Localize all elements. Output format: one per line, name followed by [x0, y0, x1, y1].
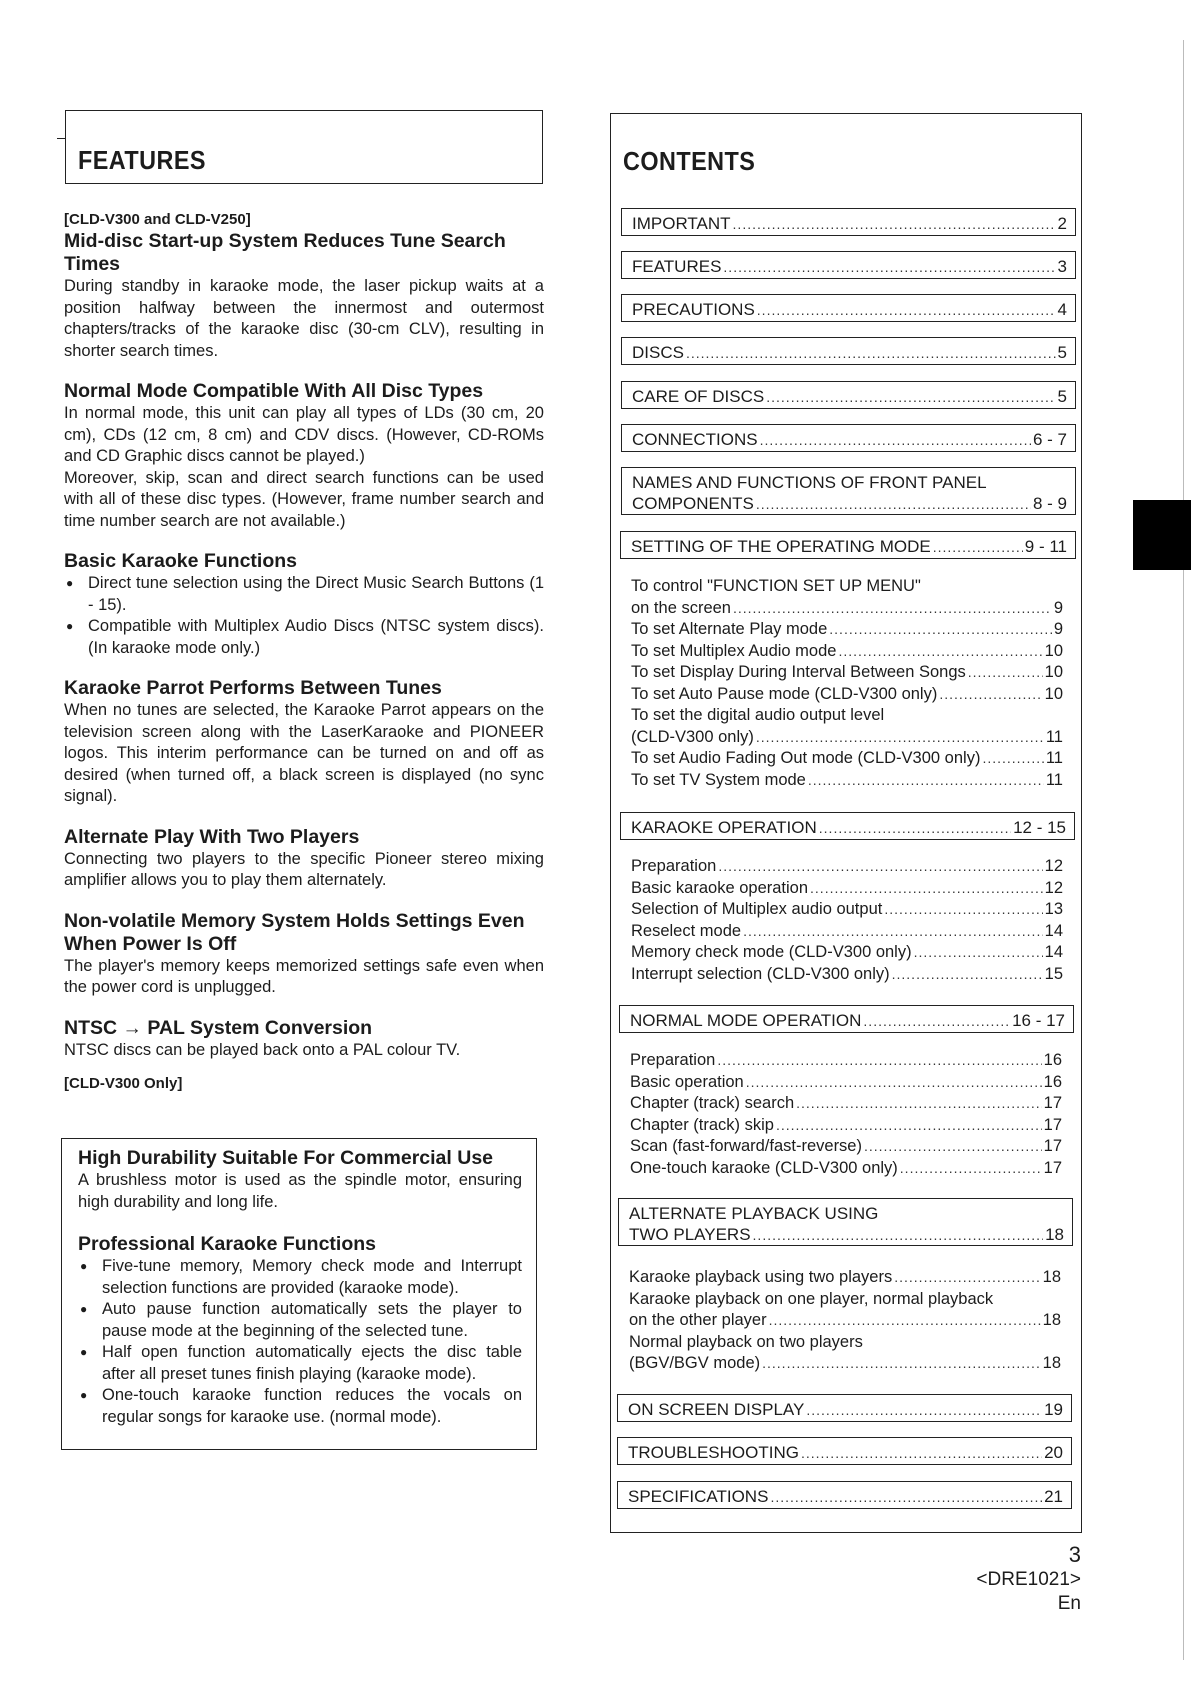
toc-page: 13 — [1044, 900, 1063, 918]
toc-entry-care-of-discs[interactable] — [621, 381, 1076, 409]
page-edge-line — [1183, 40, 1184, 1660]
feature-text: In normal mode, this unit can play all types of LDs (30 cm, 20 cm), CDs (12 cm, 8 cm) and CDV discs. (However, CD-ROMs and CD Graphic discs cannot be played.) — [64, 404, 544, 465]
toc-page: 2 — [1057, 214, 1067, 233]
toc-sub-label: Memory check mode (CLD-V300 only) — [631, 943, 912, 961]
leader-dots — [884, 899, 1042, 921]
toc-page: 20 — [1044, 1443, 1063, 1462]
toc-sub-label: Reselect mode — [631, 921, 742, 940]
toc-page: 18 — [1045, 1225, 1064, 1244]
leader-dots — [939, 684, 1042, 706]
toc-sub-item[interactable] — [631, 899, 1063, 921]
toc-label: ALTERNATE PLAYBACK USING — [629, 1204, 879, 1223]
toc-entry-names-and-functions[interactable] — [621, 467, 1076, 515]
leader-dots — [753, 1225, 1044, 1246]
leader-dots — [757, 300, 1056, 321]
toc-sub-label: Selection of Multiplex audio output — [631, 900, 883, 918]
feature-heading: Professional Karaoke Functions — [78, 1233, 376, 1255]
leader-dots — [819, 818, 1011, 839]
feature-text: When no tunes are selected, the Karaoke Parrot appears on the television screen along with the LaserKaraoke and PIONEER logos. This interim performance can be turned on and off as desired (when turned off, a black screen is displayed (no sync signal). — [64, 701, 544, 805]
toc-page: 18 — [1042, 1311, 1061, 1329]
leader-dots — [766, 387, 1055, 408]
toc-entry-precautions[interactable] — [621, 294, 1076, 322]
toc-page: 21 — [1044, 1487, 1063, 1506]
feature-heading: Normal Mode Compatible With All Disc Types — [64, 380, 484, 402]
leader-dots — [733, 598, 1052, 620]
toc-page: 10 — [1044, 663, 1063, 681]
toc-page: 19 — [1044, 1400, 1063, 1419]
toc-sub-item[interactable] — [631, 748, 1063, 770]
toc-label: NAMES AND FUNCTIONS OF FRONT PANEL — [632, 473, 987, 492]
toc-page: 9 - 11 — [1024, 537, 1067, 556]
leader-dots — [864, 1136, 1042, 1158]
toc-sub-label: To set TV System mode — [631, 770, 806, 789]
toc-page: 8 - 9 — [1032, 494, 1067, 513]
feature-bullet: ● Half open function automatically ejects the disc table after all preset tunes finish playing (karaoke mode). — [78, 1342, 522, 1385]
toc-sub-item[interactable] — [630, 1136, 1062, 1158]
toc-page: 6 - 7 — [1032, 430, 1067, 449]
leader-dots — [746, 1072, 1042, 1094]
toc-sub-label: (BGV/BGV mode) — [629, 1354, 761, 1372]
toc-sub-label: Preparation — [631, 857, 717, 875]
toc-page: 16 - 17 — [1012, 1011, 1065, 1030]
toc-page: 5 — [1057, 343, 1067, 362]
toc-page: 17 — [1043, 1094, 1062, 1112]
toc-label: ON SCREEN DISPLAY — [628, 1400, 805, 1419]
commercial-features-box — [61, 1138, 537, 1450]
toc-page: 16 — [1043, 1072, 1062, 1091]
feature-text: Connecting two players to the specific Pioneer stereo mixing amplifier allows you to play them alternately. — [64, 849, 544, 889]
leader-dots — [770, 1487, 1042, 1508]
toc-entry-discs[interactable] — [621, 337, 1076, 365]
toc-sub-label: Normal playback on two players — [629, 1332, 863, 1351]
toc-sub-label: To set Multiplex Audio mode — [631, 641, 837, 660]
toc-entry-operating-mode[interactable] — [620, 531, 1076, 559]
leader-dots — [756, 727, 1044, 749]
toc-page: 17 — [1043, 1115, 1062, 1134]
toc-sub-label: Preparation — [630, 1051, 716, 1069]
toc-sub-item[interactable] — [631, 770, 1063, 792]
toc-page: 12 — [1044, 878, 1063, 897]
karaoke-subentries — [631, 856, 1063, 985]
toc-sub-item[interactable] — [631, 878, 1063, 900]
page-number: 3 — [1068, 1542, 1081, 1567]
toc-label: PRECAUTIONS — [632, 300, 755, 319]
toc-page: 16 — [1043, 1051, 1062, 1069]
alternate-playback-subentries — [629, 1267, 1061, 1375]
toc-sub-item[interactable] — [631, 619, 1063, 641]
toc-sub-item[interactable] — [629, 1267, 1061, 1289]
toc-sub-label: Basic operation — [630, 1072, 744, 1091]
feature-heading: Non-volatile Memory System Holds Settings Even When Power Is Off — [64, 909, 525, 955]
toc-entry-on-screen-display[interactable] — [617, 1394, 1072, 1422]
toc-page: 9 — [1053, 598, 1063, 617]
toc-entry-specifications[interactable] — [617, 1481, 1072, 1509]
leader-dots — [968, 662, 1043, 684]
toc-page: 5 — [1057, 387, 1067, 406]
leader-dots — [760, 430, 1031, 451]
toc-label: SETTING OF THE OPERATING MODE — [631, 537, 931, 556]
feature-bullet: ● Five-tune memory, Memory check mode and Interrupt selection functions are provided (karaoke mode). — [78, 1256, 522, 1299]
toc-sub-item[interactable] — [631, 727, 1063, 749]
leader-dots — [723, 257, 1055, 278]
leader-dots — [686, 343, 1056, 364]
toc-sub-label: on the screen — [631, 598, 731, 617]
toc-sub-item[interactable] — [629, 1353, 1061, 1375]
toc-entry-important[interactable] — [621, 208, 1076, 236]
leader-dots — [933, 537, 1023, 558]
toc-sub-item[interactable] — [631, 856, 1063, 878]
toc-page: 18 — [1042, 1354, 1061, 1372]
language-code: En — [1057, 1593, 1081, 1614]
toc-sub-label: To set Alternate Play mode — [631, 620, 828, 638]
leader-dots — [801, 1443, 1042, 1464]
feature-heading: Karaoke Parrot Performs Between Tunes — [64, 677, 442, 699]
toc-label: NORMAL MODE OPERATION — [630, 1011, 862, 1030]
leader-dots — [743, 921, 1043, 943]
toc-sub-item[interactable] — [630, 1050, 1062, 1072]
toc-page: 3 — [1057, 257, 1067, 276]
toc-sub-label: To set Display During Interval Between Songs — [631, 663, 966, 681]
leader-dots — [796, 1093, 1042, 1115]
toc-sub-label: Scan (fast-forward/fast-reverse) — [630, 1137, 862, 1155]
toc-sub-label: To control "FUNCTION SET UP MENU" — [631, 577, 921, 595]
toc-sub-item[interactable] — [629, 1310, 1061, 1332]
leader-dots — [892, 964, 1043, 986]
toc-entry-karaoke-operation[interactable] — [620, 812, 1075, 840]
feature-bullet: ● Compatible with Multiplex Audio Discs (NTSC system discs). (In karaoke mode only.) — [64, 616, 544, 659]
features-title: FEATURES — [78, 145, 206, 175]
normal-mode-subentries — [630, 1050, 1062, 1179]
leader-dots — [717, 1050, 1041, 1072]
feature-text: NTSC discs can be played back onto a PAL colour TV. — [64, 1040, 461, 1059]
feature-text: A brushless motor is used as the spindle motor, ensuring high durability and long life. — [78, 1171, 522, 1211]
toc-label: CONNECTIONS — [632, 430, 758, 449]
toc-label: CARE OF DISCS — [632, 387, 765, 406]
leader-dots — [838, 641, 1042, 663]
toc-label: DISCS — [632, 343, 684, 362]
operating-mode-subentries — [631, 576, 1063, 791]
page-footer — [976, 1542, 1081, 1616]
toc-page: 15 — [1044, 964, 1063, 983]
feature-text: During standby in karaoke mode, the laser pickup waits at a position halfway between the innermost and outermost chapters/tracks of the karaoke disc (30-cm CLV), resulting in shorter search times. — [64, 277, 544, 360]
models-label: [CLD-V300 and CLD-V250] — [64, 211, 251, 228]
feature-bullet: ● Auto pause function automatically sets the player to pause mode at the beginning of the selected tune. — [78, 1299, 522, 1342]
leader-dots — [808, 770, 1044, 792]
toc-page: 12 - 15 — [1013, 818, 1066, 837]
toc-page: 11 — [1045, 749, 1063, 767]
feature-bullet: ● One-touch karaoke function reduces the vocals on regular songs for karaoke use. (normal mode). — [78, 1385, 522, 1428]
leader-dots — [733, 214, 1056, 235]
leader-dots — [914, 942, 1043, 964]
leader-dots — [718, 856, 1042, 878]
toc-page: 17 — [1043, 1158, 1062, 1177]
toc-page: 10 — [1044, 684, 1063, 703]
toc-label: FEATURES — [632, 257, 722, 276]
feature-text: Moreover, skip, scan and direct search functions can be used with all of these disc types. (However, frame number search and time number search are not available.) — [64, 468, 544, 530]
toc-page: 17 — [1043, 1137, 1062, 1155]
toc-sub-label: on the other player — [629, 1311, 767, 1329]
toc-label: KARAOKE OPERATION — [631, 818, 817, 837]
toc-sub-label: (CLD-V300 only) — [631, 727, 754, 746]
toc-sub-label: Basic karaoke operation — [631, 878, 809, 897]
toc-page: 4 — [1057, 300, 1067, 319]
toc-sub-item[interactable] — [631, 684, 1063, 706]
toc-entry-alternate-playback[interactable] — [618, 1198, 1073, 1246]
feature-text: The player's memory keeps memorized settings safe even when the power cord is unplugged. — [64, 956, 544, 996]
feature-heading: Alternate Play With Two Players — [64, 825, 360, 848]
toc-sub-label: To set Auto Pause mode (CLD-V300 only) — [631, 684, 938, 703]
leader-dots — [806, 1400, 1042, 1421]
leader-dots — [894, 1267, 1040, 1289]
toc-label: TWO PLAYERS — [629, 1225, 751, 1244]
leader-dots — [762, 1353, 1041, 1375]
toc-page: 10 — [1044, 641, 1063, 660]
toc-sub-label: Chapter (track) search — [630, 1094, 795, 1112]
contents-title: CONTENTS — [623, 146, 756, 176]
toc-label: TROUBLESHOOTING — [628, 1443, 799, 1462]
toc-sub-item[interactable] — [630, 1115, 1062, 1137]
feature-bullet: ● Direct tune selection using the Direct Music Search Buttons (1 - 15). — [64, 573, 544, 616]
leader-dots — [829, 619, 1052, 641]
leader-dots — [900, 1158, 1042, 1180]
leader-dots — [769, 1310, 1041, 1332]
toc-sub-item[interactable] — [631, 641, 1063, 663]
feature-heading: Basic Karaoke Functions — [64, 550, 297, 572]
toc-sub-label: To set the digital audio output level — [631, 706, 885, 724]
toc-sub-item[interactable] — [630, 1093, 1062, 1115]
leader-dots — [776, 1115, 1042, 1137]
toc-page: 11 — [1045, 727, 1063, 746]
toc-page: 14 — [1044, 943, 1063, 961]
features-column — [64, 210, 544, 1095]
toc-label: IMPORTANT — [632, 214, 731, 233]
toc-sub-label: Karaoke playback using two players — [629, 1268, 893, 1286]
feature-heading: Mid-disc Start-up System Reduces Tune Search Times — [64, 230, 506, 275]
toc-page: 12 — [1044, 857, 1063, 875]
models-label: [CLD-V300 Only] — [64, 1075, 183, 1092]
toc-sub-label: Interrupt selection (CLD-V300 only) — [631, 964, 890, 983]
toc-sub-label: Karaoke playback on one player, normal playback — [629, 1289, 994, 1308]
toc-page: 14 — [1044, 921, 1063, 940]
toc-label: SPECIFICATIONS — [628, 1487, 769, 1506]
toc-sub-item[interactable] — [631, 942, 1063, 964]
toc-sub-label: To set Audio Fading Out mode (CLD-V300 only) — [631, 749, 981, 767]
toc-sub-item[interactable] — [631, 921, 1063, 943]
document-code: <DRE1021> — [976, 1569, 1081, 1590]
toc-page: 18 — [1042, 1268, 1061, 1286]
section-thumb-tab — [1133, 500, 1191, 570]
toc-entry-features[interactable] — [621, 251, 1076, 279]
features-heading-box — [65, 110, 543, 184]
toc-page: 11 — [1045, 770, 1063, 789]
feature-heading: NTSC → PAL System Conversion — [64, 1016, 373, 1039]
toc-sub-item[interactable] — [630, 1072, 1062, 1094]
toc-sub-label: Chapter (track) skip — [630, 1115, 774, 1134]
feature-heading: High Durability Suitable For Commercial Use — [78, 1147, 494, 1169]
toc-sub-item[interactable] — [630, 1158, 1062, 1180]
leader-dots — [756, 494, 1031, 515]
toc-sub-item[interactable] — [631, 964, 1063, 986]
toc-page: 9 — [1053, 620, 1063, 638]
toc-sub-item[interactable] — [631, 662, 1063, 684]
toc-entry-troubleshooting[interactable] — [617, 1437, 1072, 1465]
toc-label: COMPONENTS — [632, 494, 754, 513]
leader-dots — [810, 878, 1043, 900]
toc-entry-connections[interactable] — [621, 424, 1076, 452]
toc-sub-label: One-touch karaoke (CLD-V300 only) — [630, 1158, 898, 1177]
leader-dots — [863, 1011, 1010, 1032]
leader-dots — [982, 748, 1043, 770]
toc-entry-normal-mode-operation[interactable] — [619, 1005, 1074, 1033]
toc-sub-item[interactable] — [631, 598, 1063, 620]
